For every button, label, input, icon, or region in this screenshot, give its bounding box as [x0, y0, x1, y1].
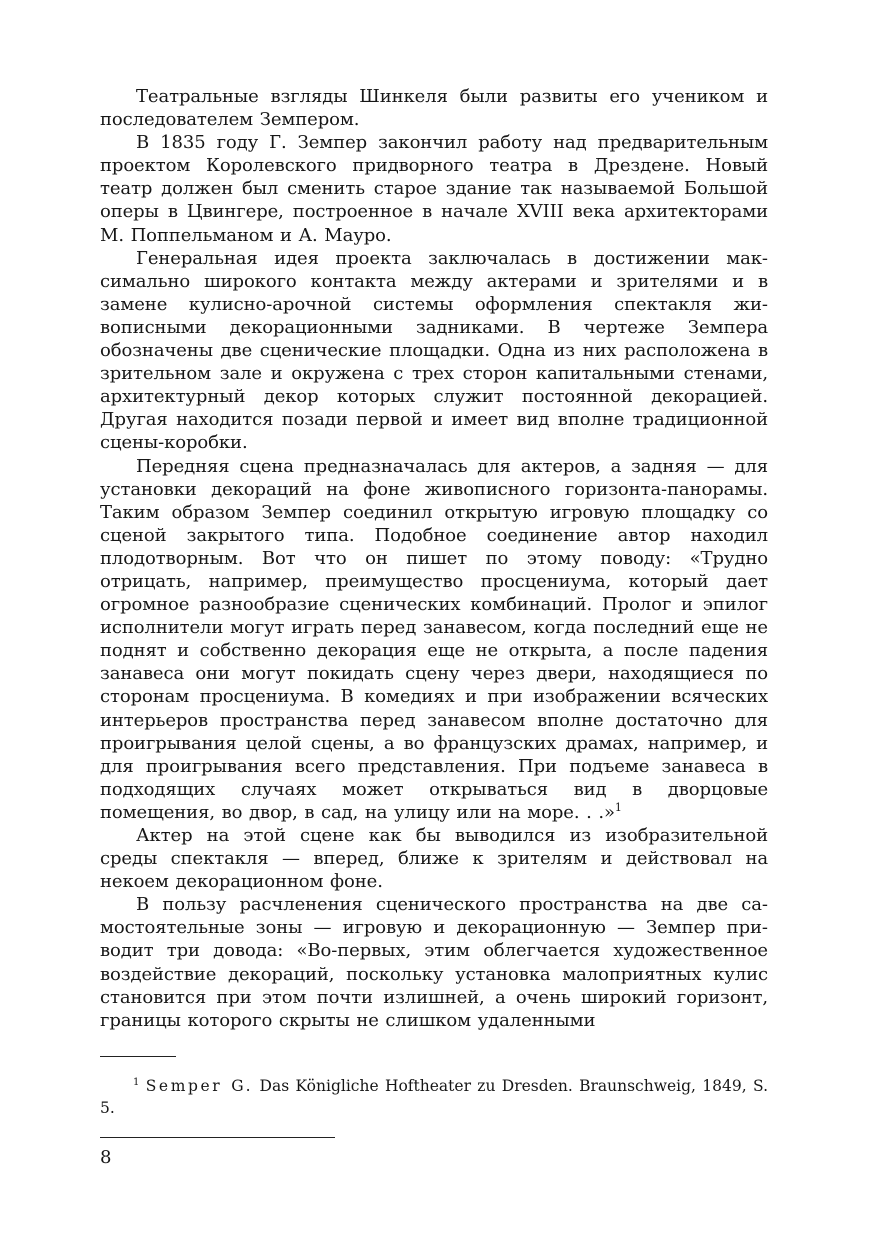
paragraph-4: [100, 455, 768, 825]
main-text: [100, 85, 768, 1032]
footnote-text: Das Königliche Hoftheater zu Dresden. Braunschweig, 1849, S. 5.: [100, 1077, 769, 1117]
page-number: 8: [100, 1147, 112, 1168]
paragraph-1: Театральные взгляды Шинкеля были развиты его учеником и последователем Земпером.: [100, 86, 768, 131]
page-number-divider: [100, 1137, 335, 1138]
paragraph-6: В пользу расчленения сценического пространства на две самостоятельные зоны — игровую и декорационную — Земпер приводит три довода: «Во-первых, этим облегчается художественное воздействие декораций, поскольку установка малоприятных кулис становится при этом почти излишней, а очень широкий горизонт, границы которого скрыты не слишком удаленными: [100, 894, 768, 1031]
paragraph-3: Генеральная идея проекта заключалась в достижении максимально широкого контакта между актерами и зрителями и в замене кулисно-арочной системы оформления спектакля живописными декорационными задниками. В чертеже Земпера обозначены две сценические площадки. Одна из них расположена в зрительном зале и окружена с трех сторон капитальными стенами, архитектурный декор которых служит постоянной декорацией. Другая находится позади первой и имеет вид вполне традиционной сцены-коробки.: [100, 247, 768, 454]
footnote: [100, 1075, 768, 1119]
footnote-divider: [100, 1056, 176, 1057]
footnote-author: Semper G.: [145, 1077, 254, 1095]
footnote-reference: 1: [614, 800, 622, 814]
paragraph-5: Актер на этой сцене как бы выводился из изобразительной среды спектакля — вперед, ближе к зрителям и действовал на некоем декорационном фоне.: [100, 825, 768, 893]
footnote-marker: 1: [133, 1076, 140, 1088]
paragraph-4-text: Передняя сцена предназначалась для актеров, а задняя — для установки декораций на фоне живописного горизонта-панорамы. Таким образом Земпер соединил открытую игровую площадку со сценой закрытого типа. Подобное соединение автор находил плодотворным. Вот что он пишет по этому поводу: «Трудно отрицать, например, преимущество просцениума, который дает огромное разнообразие сценических комбинаций. Пролог и эпилог исполнители могут играть перед занавесом, когда последний еще не поднят и собственно декорация еще не открыта, а после падения занавеса они могут покидать сцену через двери, находящиеся по сторонам просцениума. В комедиях и при изображении всяческих интерьеров пространства перед занавесом вполне достаточно для проигрывания целой сцены, а во французских драмах, например, и для проигрывания всего представления. При подъеме занавеса в подходящих случаях может открываться вид в дворцовые помещения, во двор, в сад, на улицу или на море. . .»: [100, 455, 768, 823]
paragraph-2: В 1835 году Г. Земпер закончил работу над предварительным проектом Королевского придворного театра в Дрездене. Новый театр должен был сменить старое здание так называемой Большой оперы в Цвингере, построенное в начале XVIII века архитекторами М. Поппельманом и А. Мауро.: [100, 132, 768, 246]
